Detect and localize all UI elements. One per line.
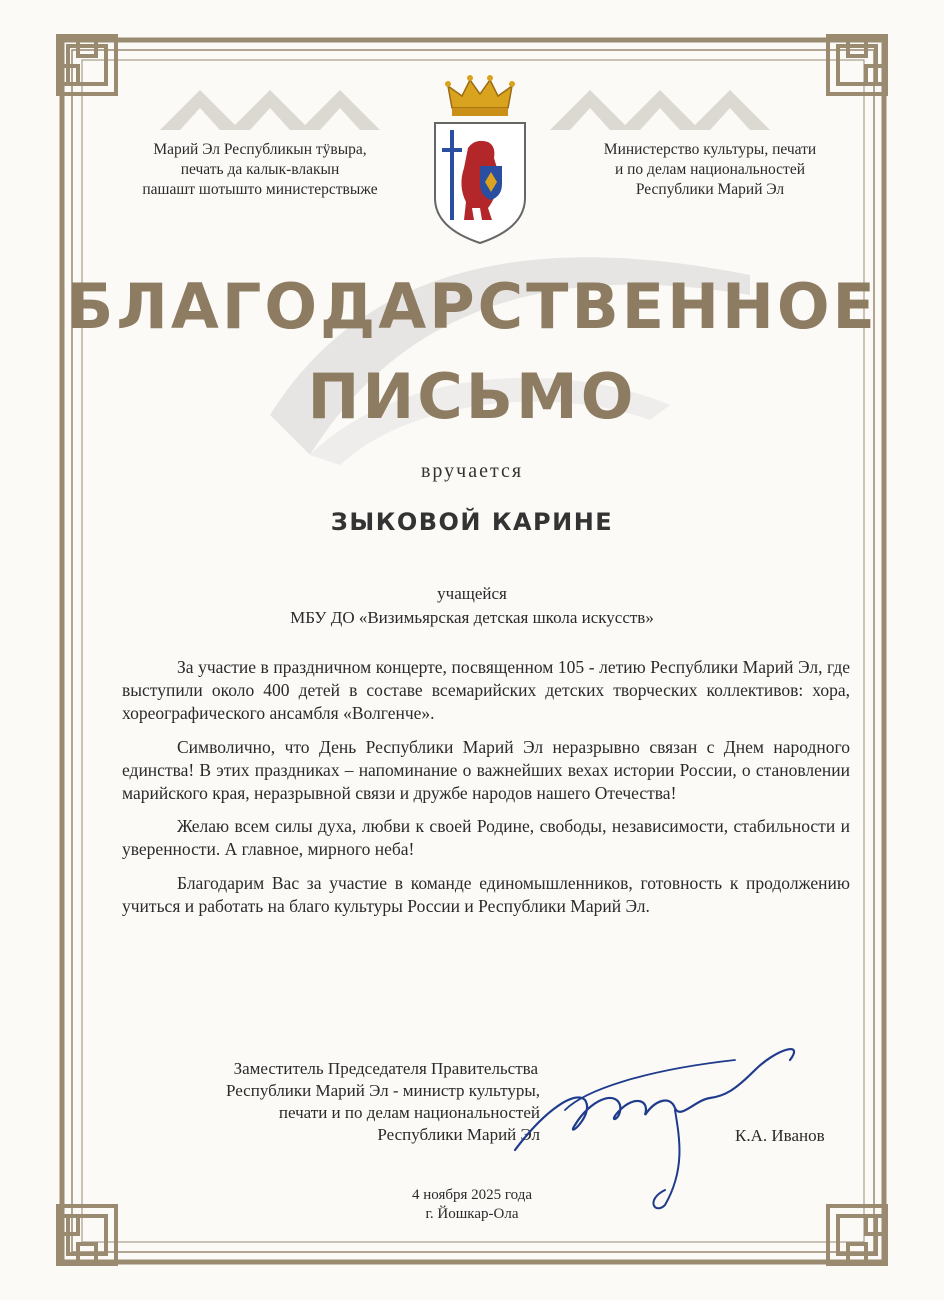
header-left-line: пашашт шотыштo министерствыже — [142, 181, 378, 198]
signatory-position — [110, 1058, 540, 1146]
header-left-line: Марий Эл Республикын тӱвыра, — [153, 141, 367, 158]
ministry-name-ru — [560, 140, 860, 200]
body-paragraph: Желаю всем силы духа, любви к своей Родине, свободы, независимости, стабильности и уверенности. А главное, мирного неба! — [122, 816, 850, 860]
letter-body — [122, 656, 850, 928]
header-left-line: печать да калык-влакын — [180, 161, 340, 178]
header-right-line: Министерство культуры, печати — [603, 141, 817, 158]
ministry-name-mari — [110, 140, 410, 200]
role-line: учащейся — [437, 584, 507, 603]
document-title-line1: БЛАГОДАРСТВЕННОЕ — [66, 270, 878, 343]
issue-date-place — [0, 1186, 944, 1224]
position-line: Заместитель Председателя Правительства — [233, 1059, 538, 1078]
recipient-name: ЗЫКОВОЙ КАРИНЕ — [330, 508, 614, 536]
position-line: печати и по делам национальностей — [278, 1103, 540, 1122]
header-right-line: Республики Марий Эл — [635, 181, 785, 198]
coat-of-arms-emblem — [430, 68, 530, 248]
document-title-line2: ПИСЬМО — [307, 360, 637, 433]
position-line: Республики Марий Эл — [377, 1125, 540, 1144]
recipient-role — [0, 582, 944, 630]
header-right-line: и по делам национальностей — [614, 161, 806, 178]
awarded-to-label: вручается — [420, 460, 524, 482]
body-paragraph: Символично, что День Республики Марий Эл неразрывно связан с Днем народного единства! В этих праздниках – напоминание о важнейших вехах истории России, о становлении марийского края, неразрывной связи и дружбе народов нашего Отечества! — [122, 736, 850, 804]
body-paragraph: Благодарим Вас за участие в команде единомышленников, готовность к продолжению учиться и работать на благо культуры России и Республики Марий Эл. — [122, 872, 850, 916]
institution-name: МБУ ДО «Визимьярская детская школа искусств» — [290, 608, 654, 627]
watermark-wave — [250, 215, 770, 475]
signatory-name: К.А. Иванов — [735, 1126, 825, 1145]
crown-icon — [445, 75, 515, 116]
body-paragraph: За участие в праздничном концерте, посвященном 105 - летию Республики Марий Эл, где выступили около 400 детей в составе всемарийских детских творческих коллективов: хора, хореографического ансамбля «Волгенче». — [122, 657, 850, 724]
issue-date: 4 ноября 2025 года — [411, 1187, 533, 1203]
position-line: Республики Марий Эл - министр культуры, — [225, 1081, 540, 1100]
issue-place: г. Йошкар-Ола — [425, 1206, 519, 1222]
